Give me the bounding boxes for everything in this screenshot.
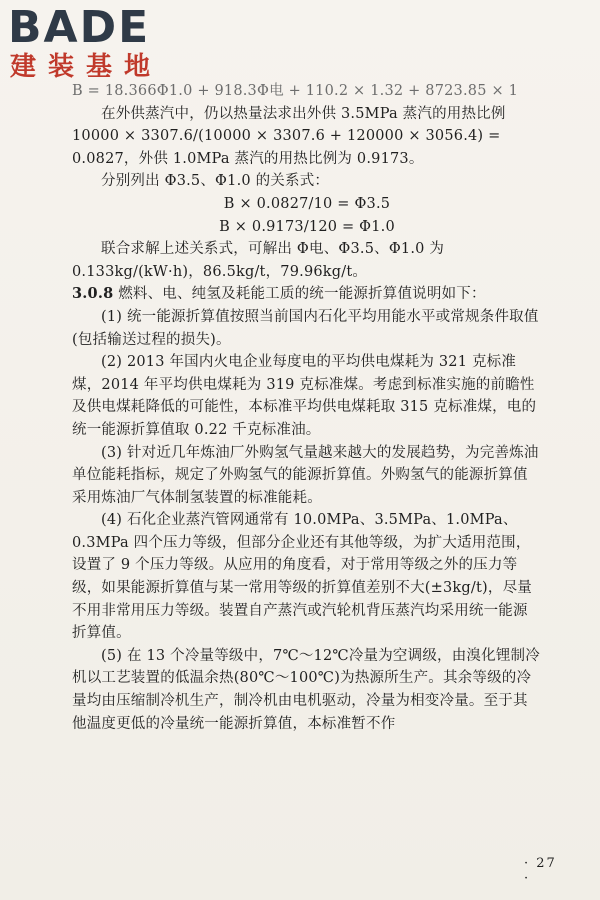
list-item-2: (2) 2013 年国内火电企业每度电的平均供电煤耗为 321 克标准煤，2014 年平均供电煤耗为 319 克标准煤。考虑到标准实施的前瞻性及供电煤耗降低的可能性，本标准平均供电煤耗取 315 克标准煤，电的统一能源折算值取 0.22 千克标准油。: [72, 354, 537, 438]
section-number: 3.0.8: [72, 285, 114, 303]
section-title: 燃料、电、纯氢及耗能工质的统一能源折算值说明如下：: [118, 286, 486, 303]
section-heading: [72, 283, 542, 306]
document-body: [72, 80, 542, 735]
page-number: · 27 ·: [524, 856, 557, 886]
logo-subtitle: 建装基地: [10, 52, 163, 82]
list-item-4: (4) 石化企业蒸汽管网通常有 10.0MPa、3.5MPa、1.0MPa、0.3MPa 四个压力等级，但部分企业还有其他等级，为扩大适用范围，设置了 9 个压力等级。从应用的角度看，对于常用等级之外的压力等级，如果能源折算值与某一常用等级的折算值差别不大(±3kg/t)，尽量不用非常用压力等级。装置自产蒸汽或汽轮机背压蒸汽均采用统一能源折算值。: [72, 512, 532, 642]
bade-logo: [8, 4, 188, 84]
list-item-5: (5) 在 13 个冷量等级中，7℃～12℃冷量为空调级，由溴化锂制冷机以工艺装置的低温余热(80℃～100℃)为热源所生产。其余等级的冷量均由压缩制冷机生产，制冷机由电机驱动，冷量为相变冷量。至于其他温度更低的冷量统一能源折算值，本标准暂不作: [72, 647, 540, 732]
logo-word: BADE: [8, 2, 151, 53]
list-item-1: (1) 统一能源折算值按照当前国内石化平均用能水平或常规条件取值(包括输送过程的损失)。: [72, 308, 539, 348]
paragraph-3: 联合求解上述关系式，可解出 Φ电、Φ3.5、Φ1.0 为 0.133kg/(kW·h)，86.5kg/t，79.96kg/t。: [72, 241, 445, 280]
paragraph-1: 在外供蒸汽中，仍以热量法求出外供 3.5MPa 蒸汽的用热比例 10000 × 3307.6/(10000 × 3307.6 + 120000 × 3056.4) = 0.0827，外供 1.0MPa 蒸汽的用热比例为 0.9173。: [72, 105, 506, 167]
list-item-3: (3) 针对近几年炼油厂外购氢气量越来越大的发展趋势，为完善炼油单位能耗指标，规定了外购氢气的能源折算值。外购氢气的能源折算值采用炼油厂气体制氢装置的标准能耗。: [72, 444, 539, 506]
paragraph-2: 分别列出 Φ3.5、Φ1.0 的关系式：: [101, 173, 330, 190]
formula-top: B = 18.366Φ1.0 + 918.3Φ电 + 110.2 × 1.32 + 8723.85 × 1: [72, 83, 519, 99]
equation-1: B × 0.0827/10 = Φ3.5: [223, 195, 391, 212]
equation-2: B × 0.9173/120 = Φ1.0: [219, 218, 395, 235]
